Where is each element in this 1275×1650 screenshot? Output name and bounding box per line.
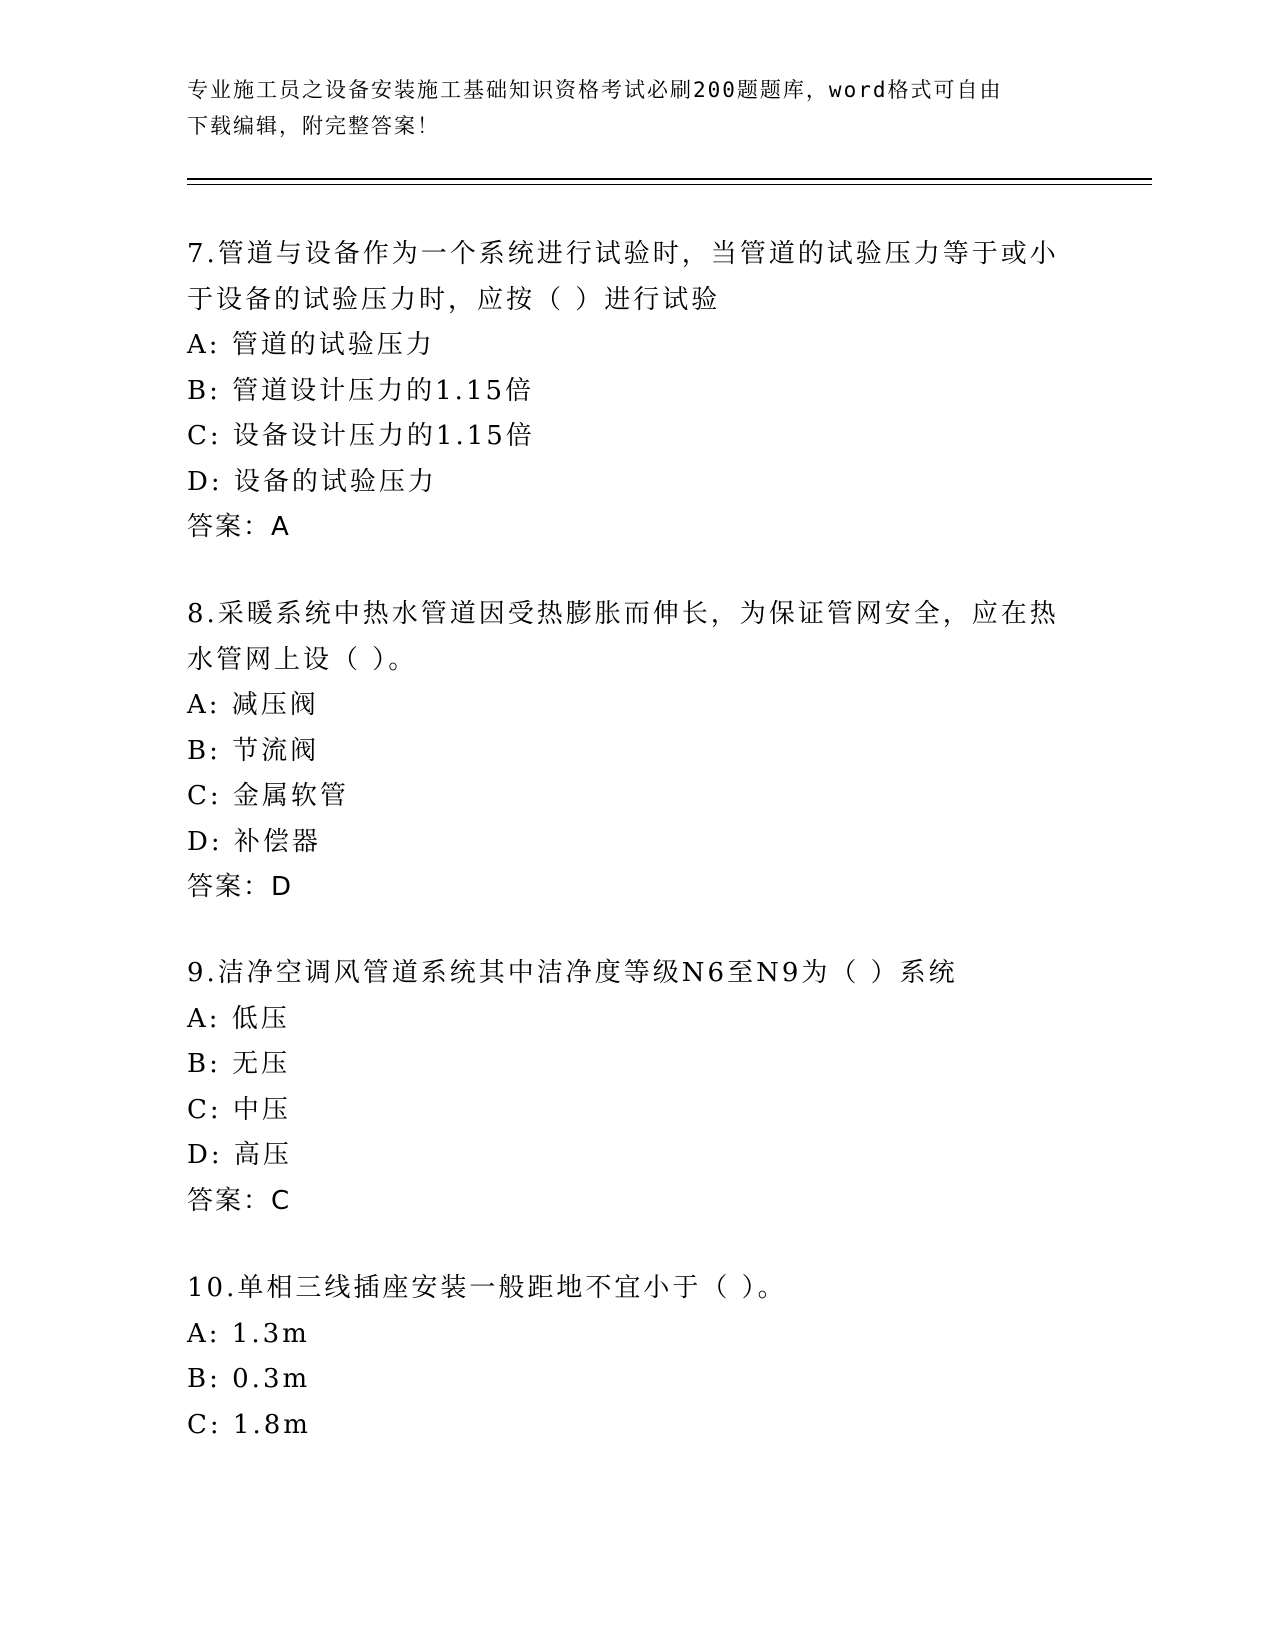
- option-a: A: 低压: [187, 1003, 290, 1034]
- question-9: [187, 951, 1067, 1224]
- option-c: C: 设备设计压力的1.15倍: [187, 421, 535, 451]
- option-b: B: 节流阀: [187, 735, 320, 766]
- option-a: A: 减压阀: [187, 690, 319, 720]
- option-b: B: 无压: [187, 1049, 291, 1079]
- header-rule-thick: [187, 178, 1152, 180]
- option-d: D: 设备的试验压力: [187, 466, 437, 497]
- answer-label: 答案：D: [187, 872, 294, 902]
- question-7: [187, 232, 1067, 551]
- question-10: [187, 1266, 1067, 1448]
- question-8: [187, 592, 1067, 911]
- header-rule-thin: [187, 184, 1152, 185]
- answer-label: 答案：A: [187, 512, 291, 542]
- option-b: B: 0.3m: [187, 1364, 311, 1394]
- question-text: 水管网上设（ ）。: [187, 644, 418, 675]
- option-d: D: 补偿器: [187, 826, 321, 857]
- question-text: 7.管道与设备作为一个系统进行试验时，当管道的试验压力等于或小: [187, 239, 1059, 269]
- option-b: B: 管道设计压力的1.15倍: [187, 375, 535, 406]
- question-text: 于设备的试验压力时，应按（ ）进行试验: [187, 284, 721, 315]
- answer-label: 答案：C: [187, 1185, 292, 1216]
- option-c: C: 1.8m: [187, 1409, 311, 1440]
- document-header: [187, 72, 1067, 144]
- question-text: 8.采暖系统中热水管道因受热膨胀而伸长，为保证管网安全，应在热: [187, 599, 1059, 629]
- header-line-1: 专业施工员之设备安装施工基础知识资格考试必刷200题题库，word格式可自由: [187, 78, 1003, 102]
- option-c: C: 金属软管: [187, 781, 349, 811]
- question-text: 10.单相三线插座安装一般距地不宜小于（ ）。: [187, 1273, 787, 1303]
- question-text: 9.洁净空调风管道系统其中洁净度等级N6至N9为（ ）系统: [187, 958, 958, 988]
- option-c: C: 中压: [187, 1094, 291, 1125]
- header-line-2: 下载编辑，附完整答案！: [187, 114, 440, 138]
- option-a: A: 1.3m: [187, 1318, 310, 1349]
- option-d: D: 高压: [187, 1140, 292, 1170]
- option-a: A: 管道的试验压力: [187, 330, 435, 360]
